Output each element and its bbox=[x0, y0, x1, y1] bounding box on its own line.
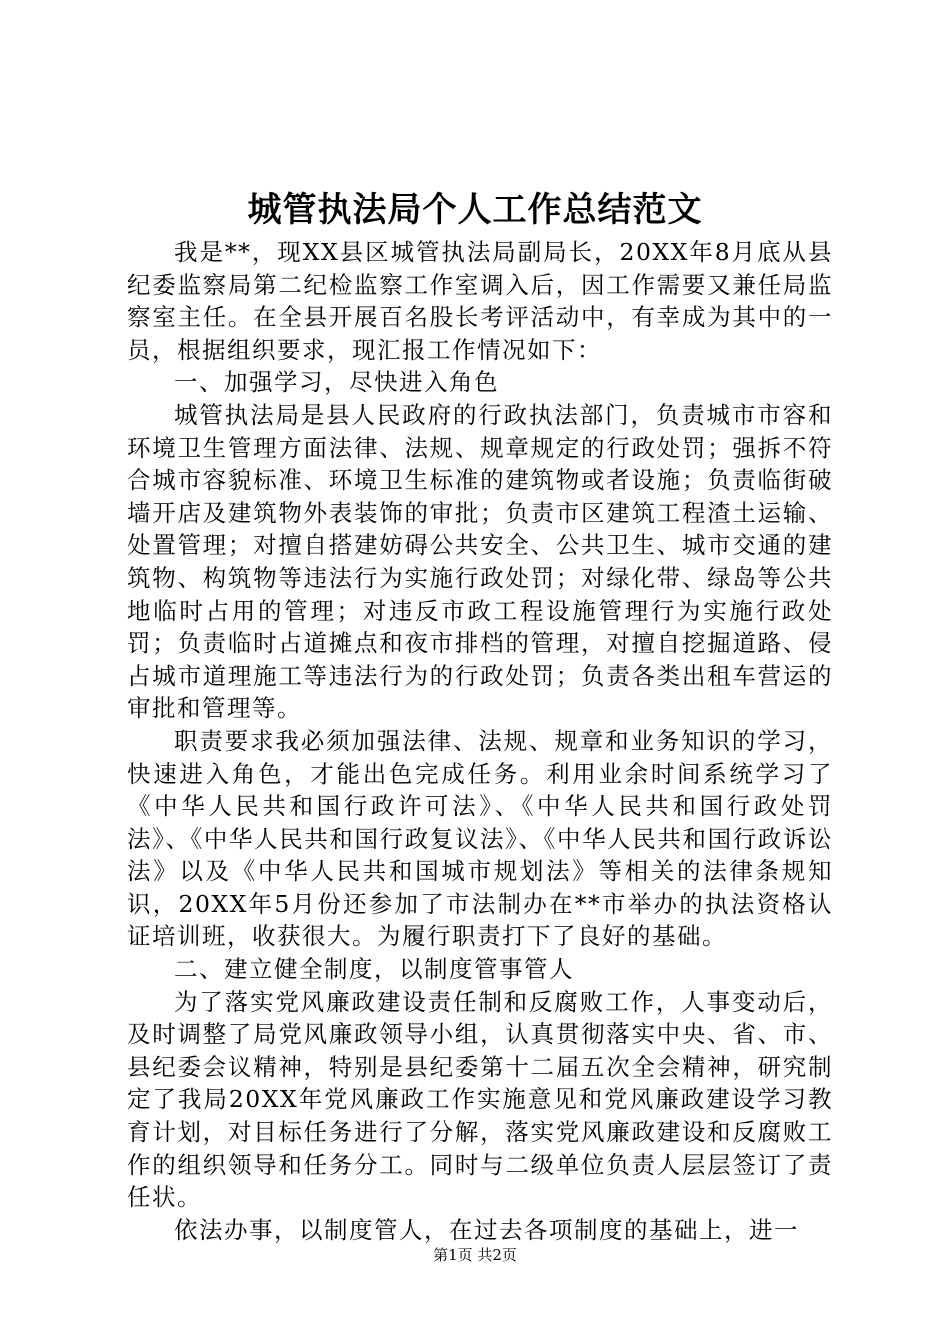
paragraph-study: 职责要求我必须加强法律、法规、规章和业务知识的学习，快速进入角色，才能出色完成任务。利用业余时间系统学习了《中华人民共和国行政许可法》、《中华人民共和国行政处罚法》、《中华人民共和国行政复议法》、《中华人民共和国行政诉讼法》以及《中华人民共和国城市规划法》等相关的法律条规知识，20XX年5月份还参加了市法制办在**市举办的执法资格认证培训班，收获很大。为履行职责打下了良好的基础。 bbox=[127, 726, 833, 951]
paragraph-intro: 我是**，现XX县区城管执法局副局长，20XX年8月底从县纪委监察局第二纪检监察工作室调入后，因工作需要又兼任局监察室主任。在全县开展百名股长考评活动中，有幸成为其中的一员，根据组织要求，现汇报工作情况如下： bbox=[127, 238, 833, 364]
page-footer: 第1页 共2页 bbox=[433, 1246, 517, 1264]
document-title: 城管执法局个人工作总结范文 bbox=[247, 190, 703, 230]
document-body bbox=[127, 236, 833, 1246]
section-heading-2: 二、建立健全制度，以制度管事管人 bbox=[174, 955, 574, 984]
paragraph-duties: 城管执法局是县人民政府的行政执法部门，负责城市市容和环境卫生管理方面法律、法规、规章规定的行政处罚；强拆不符合城市容貌标准、环境卫生标准的建筑物或者设施；负责临街破墙开店及建筑物外表装饰的审批；负责市区建筑工程渣土运输、处置管理；对擅自搭建妨碍公共安全、公共卫生、城市交通的建筑物、构筑物等违法行为实施行政处罚；对绿化带、绿岛等公共地临时占用的管理；对违反市政工程设施管理行为实施行政处罚；负责临时占道摊点和夜市排档的管理，对擅自挖掘道路、侵占城市道理施工等违法行为的行政处罚；负责各类出租车营运的审批和管理等。 bbox=[127, 400, 833, 723]
section-heading-1: 一、加强学习，尽快进入角色 bbox=[174, 368, 499, 397]
paragraph-rules: 依法办事，以制度管人，在过去各项制度的基础上，进一 bbox=[174, 1215, 799, 1244]
paragraph-responsibility: 为了落实党风廉政建设责任制和反腐败工作，人事变动后，及时调整了局党风廉政领导小组，认真贯彻落实中央、省、市、县纪委会议精神，特别是县纪委第十二届五次全会精神，研究制定了我局20XX年党风廉政工作实施意见和党风廉政建设学习教育计划，对目标任务进行了分解，落实党风廉政建设和反腐败工作的组织领导和任务分工。同时与二级单位负责人层层签订了责任状。 bbox=[127, 987, 833, 1212]
